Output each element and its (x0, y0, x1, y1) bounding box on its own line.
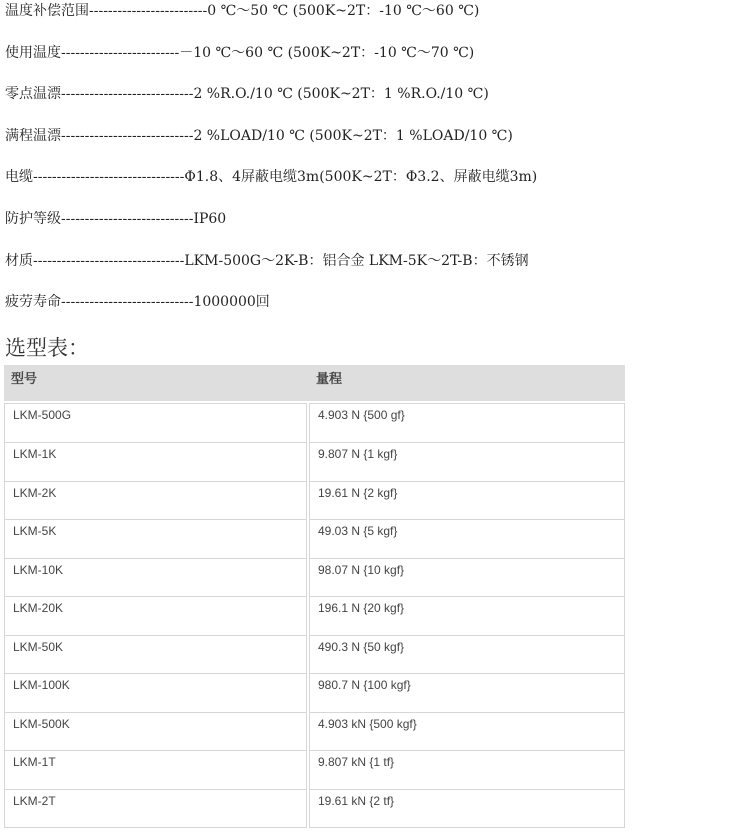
table-row (4, 482, 625, 521)
cell-model: LKM-50K (4, 636, 307, 675)
cell-range: 490.3 N {50 kgf} (309, 636, 625, 675)
cell-model: LKM-500G (4, 403, 307, 443)
table-row (4, 443, 625, 482)
cell-range: 19.61 N {2 kgf} (309, 482, 625, 521)
cell-model: LKM-1K (4, 443, 307, 482)
cell-model: LKM-500K (4, 713, 307, 752)
spec-span-drift: 满程温漂----------------------------2 %LOAD/10 ℃ (500K~2T：1 %LOAD/10 ℃) (5, 127, 513, 144)
spec-zero-drift: 零点温漂----------------------------2 %R.O./10 ℃ (500K~2T：1 %R.O./10 ℃) (5, 86, 489, 103)
cell-range: 98.07 N {10 kgf} (309, 559, 625, 598)
table-row (4, 790, 625, 829)
cell-model: LKM-2T (4, 790, 307, 829)
table-row (4, 401, 625, 443)
table-row (4, 713, 625, 752)
table-row (4, 559, 625, 598)
header-range: 量程 (316, 371, 343, 386)
table-row (4, 520, 625, 559)
cell-model: LKM-2K (4, 482, 307, 521)
cell-range: 4.903 kN {500 kgf} (309, 713, 625, 752)
cell-model: LKM-1T (4, 751, 307, 790)
spec-operating-temp: 使用温度-------------------------－10 ℃～60 ℃ (500K~2T：-10 ℃～70 ℃) (5, 44, 475, 61)
spec-material: 材质--------------------------------LKM-500G～2K-B：铝合金 LKM-5K～2T-B：不锈钢 (5, 252, 529, 269)
cell-model: LKM-5K (4, 520, 307, 559)
cell-range: 9.807 kN {1 tf} (309, 751, 625, 790)
cell-range: 4.903 N {500 gf} (309, 403, 625, 443)
table-row (4, 636, 625, 675)
model-selection-table (4, 365, 625, 828)
header-model: 型号 (11, 371, 38, 386)
cell-model: LKM-20K (4, 597, 307, 636)
selection-table-title: 选型表： (5, 336, 89, 360)
table-header (4, 365, 625, 401)
table-row (4, 597, 625, 636)
spec-fatigue-life: 疲劳寿命----------------------------1000000回 (5, 294, 270, 311)
cell-range: 19.61 kN {2 tf} (309, 790, 625, 829)
cell-range: 9.807 N {1 kgf} (309, 443, 625, 482)
cell-range: 980.7 N {100 kgf} (309, 674, 625, 713)
spec-protection-class: 防护等级----------------------------IP60 (5, 210, 227, 227)
spec-list (5, 0, 750, 333)
cell-range: 49.03 N {5 kgf} (309, 520, 625, 559)
spec-temp-compensation: 温度补偿范围-------------------------0 ℃～50 ℃ (500K~2T：-10 ℃～60 ℃) (5, 3, 480, 19)
cell-model: LKM-10K (4, 559, 307, 598)
cell-range: 196.1 N {20 kgf} (309, 597, 625, 636)
spec-cable: 电缆--------------------------------Φ1.8、4屏蔽电缆3m(500K~2T：Φ3.2、屏蔽电缆3m) (5, 169, 538, 186)
table-row (4, 674, 625, 713)
cell-model: LKM-100K (4, 674, 307, 713)
table-row (4, 751, 625, 790)
